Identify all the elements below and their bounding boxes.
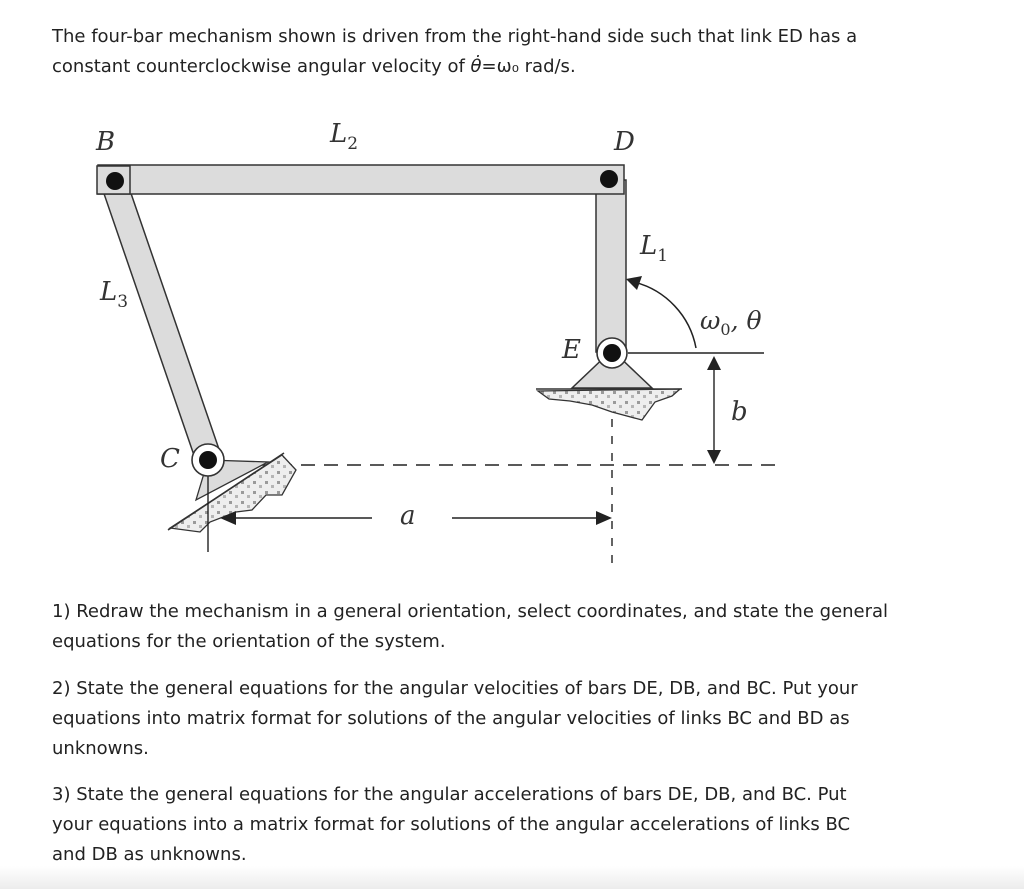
question-2-line-1: 2) State the general equations for the angular velocities of bars DE, DB, and BC. Put your <box>52 678 858 699</box>
omega-arc <box>634 282 696 348</box>
question-3 <box>52 780 932 870</box>
question-2 <box>52 674 932 764</box>
pin-d <box>600 170 618 188</box>
question-1-line-2: equations for the orientation of the system. <box>52 631 446 652</box>
label-omega-theta: $\omega_0$, θ <box>700 306 762 339</box>
label-a: a <box>400 501 416 531</box>
label-b: B <box>96 127 116 157</box>
link-l2 <box>98 165 624 194</box>
label-c: C <box>160 444 180 474</box>
link-l3 <box>101 176 221 464</box>
intro-line-2-pre: constant counterclockwise angular velocity of <box>52 56 471 77</box>
question-2-line-3: unknowns. <box>52 738 149 759</box>
label-d: D <box>614 127 635 157</box>
link-l1 <box>596 180 626 352</box>
intro-line-2-post: =ω₀ rad/s. <box>481 56 576 77</box>
label-e: E <box>562 335 581 365</box>
bottom-shade <box>0 866 1024 889</box>
dimension-b-arrow-top <box>707 356 721 370</box>
pin-c <box>199 451 217 469</box>
question-1-line-1: 1) Redraw the mechanism in a general orientation, select coordinates, and state the general <box>52 601 889 622</box>
label-l3: $L_3$ <box>100 277 129 312</box>
ground-e-hatch <box>538 389 680 420</box>
question-1 <box>52 597 932 657</box>
pin-e <box>603 344 621 362</box>
label-b-dimension: b <box>731 397 748 427</box>
label-l2: $L_2$ <box>330 119 359 154</box>
question-3-line-3: and DB as unknowns. <box>52 844 247 865</box>
dimension-b-arrow-bottom <box>707 450 721 464</box>
theta-dot-symbol: θ̇ <box>470 56 482 77</box>
intro-line-1: The four-bar mechanism shown is driven from the right-hand side such that link ED has a <box>52 26 858 47</box>
question-2-line-2: equations into matrix format for solutions of the angular velocities of links BC and BD as <box>52 708 850 729</box>
question-3-line-2: your equations into a matrix format for solutions of the angular accelerations of links BC <box>52 814 851 835</box>
dimension-a-arrow-right <box>596 511 612 525</box>
question-3-line-1: 3) State the general equations for the angular accelerations of bars DE, DB, and BC. Put <box>52 784 847 805</box>
pin-b <box>106 172 124 190</box>
label-l1: $L_1$ <box>640 231 669 266</box>
